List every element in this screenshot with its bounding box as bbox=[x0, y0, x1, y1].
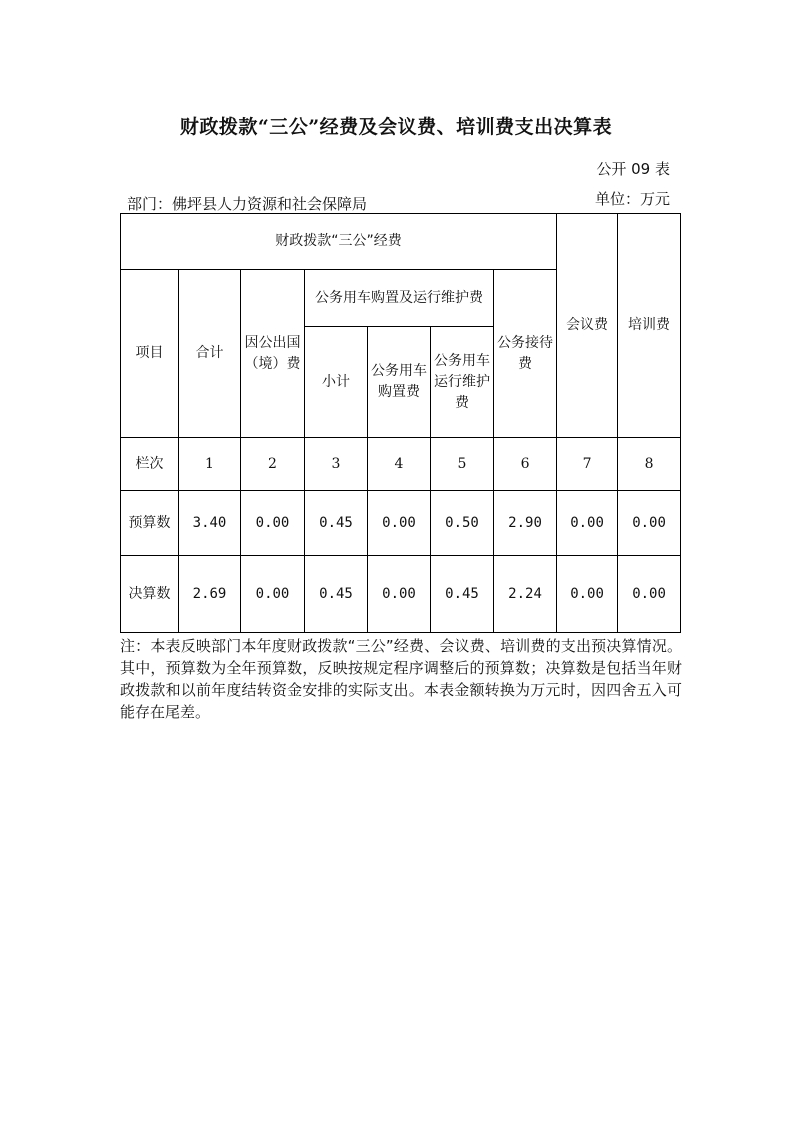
header-item: 项目 bbox=[121, 270, 179, 438]
seq-cell: 7 bbox=[557, 438, 618, 491]
footnote: 注：本表反映部门本年度财政拨款“三公”经费、会议费、培训费的支出预决算情况。其中，预算数为全年预算数，反映按规定程序调整后的预算数；决算数是包括当年财政拨款和以前年度结转资金安排的实际支出。本表金额转换为万元时，因四舍五入可能存在尾差。 bbox=[120, 637, 682, 721]
seq-cell: 2 bbox=[241, 438, 305, 491]
seq-cell: 4 bbox=[368, 438, 431, 491]
seq-cell: 3 bbox=[305, 438, 368, 491]
value-cell: 0.50 bbox=[431, 491, 494, 556]
unit-label: 单位：万元 bbox=[594, 190, 670, 208]
value-cell: 0.00 bbox=[368, 491, 431, 556]
seq-cell: 8 bbox=[618, 438, 681, 491]
header-vehicle-subtotal: 小计 bbox=[305, 327, 368, 438]
value-cell: 0.45 bbox=[305, 556, 368, 633]
header-vehicle-purchase: 公务用车购置费 bbox=[368, 327, 431, 438]
value-cell: 0.45 bbox=[305, 491, 368, 556]
header-vehicle-operation: 公务用车运行维护费 bbox=[431, 327, 494, 438]
value-cell: 0.00 bbox=[368, 556, 431, 633]
table-row bbox=[121, 556, 681, 633]
header-training: 培训费 bbox=[618, 214, 681, 438]
header-meeting: 会议费 bbox=[557, 214, 618, 438]
document-title: 财政拨款“三公”经费及会议费、培训费支出决算表 bbox=[179, 116, 613, 138]
value-cell: 3.40 bbox=[179, 491, 241, 556]
value-cell: 2.90 bbox=[494, 491, 557, 556]
header-vehicle-group: 公务用车购置及运行维护费 bbox=[305, 270, 494, 327]
value-cell: 0.45 bbox=[431, 556, 494, 633]
value-cell: 2.24 bbox=[494, 556, 557, 633]
value-cell: 0.00 bbox=[557, 491, 618, 556]
value-cell: 0.00 bbox=[618, 556, 681, 633]
header-reception: 公务接待费 bbox=[494, 270, 557, 438]
row-label-actual: 决算数 bbox=[121, 556, 179, 633]
value-cell: 0.00 bbox=[557, 556, 618, 633]
department-label: 部门：佛坪县人力资源和社会保障局 bbox=[127, 195, 368, 213]
table-row bbox=[121, 491, 681, 556]
row-label-budget: 预算数 bbox=[121, 491, 179, 556]
group-header-three-public: 财政拨款“三公”经费 bbox=[121, 214, 557, 270]
seq-cell: 6 bbox=[494, 438, 557, 491]
seq-cell: 5 bbox=[431, 438, 494, 491]
header-abroad: 因公出国（境）费 bbox=[241, 270, 305, 438]
value-cell: 0.00 bbox=[241, 556, 305, 633]
value-cell: 0.00 bbox=[241, 491, 305, 556]
seq-cell: 1 bbox=[179, 438, 241, 491]
value-cell: 2.69 bbox=[179, 556, 241, 633]
seq-label: 栏次 bbox=[121, 438, 179, 491]
form-number: 公开 09 表 bbox=[596, 160, 670, 178]
expenditure-table bbox=[120, 213, 681, 633]
table-row bbox=[121, 438, 681, 491]
value-cell: 0.00 bbox=[618, 491, 681, 556]
header-total: 合计 bbox=[179, 270, 241, 438]
